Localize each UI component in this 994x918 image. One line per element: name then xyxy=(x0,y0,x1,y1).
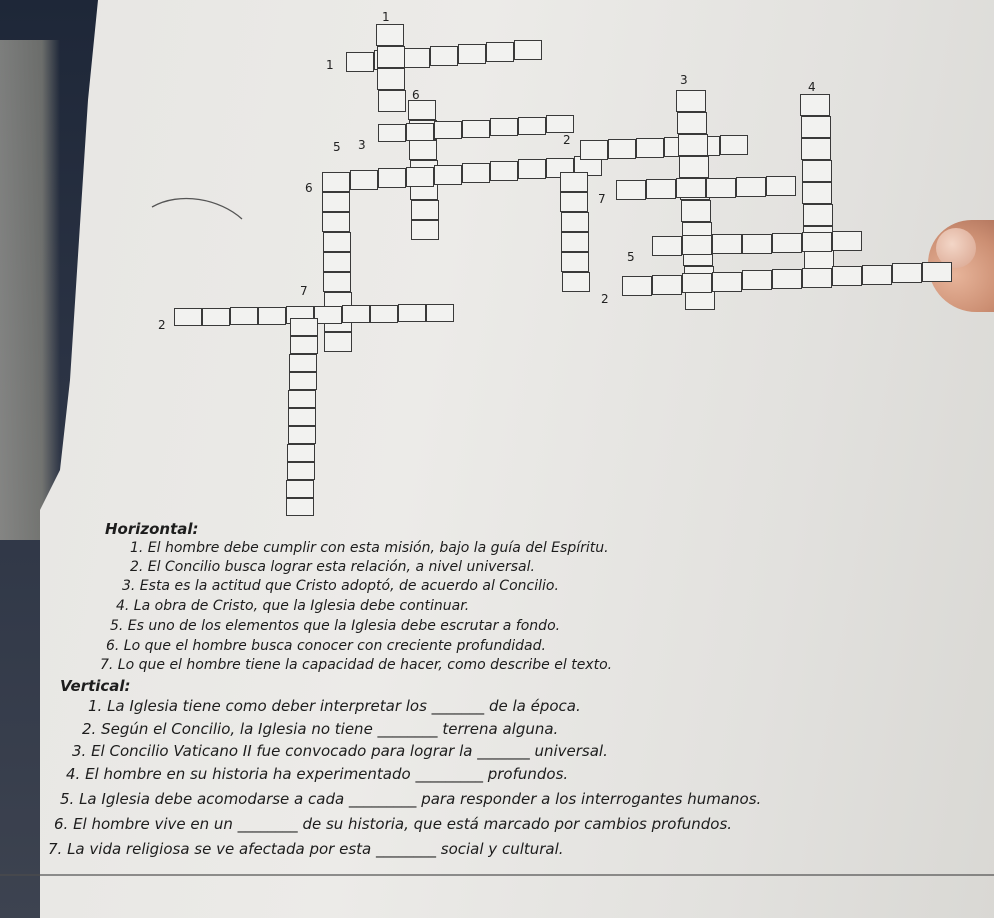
crossword-cell[interactable] xyxy=(922,262,952,282)
crossword-cell[interactable] xyxy=(402,48,430,68)
crossword-cell[interactable] xyxy=(518,159,546,179)
clue-number-v3b: 3 xyxy=(358,138,366,152)
crossword-cell[interactable] xyxy=(287,444,315,462)
crossword-cell[interactable] xyxy=(286,480,314,498)
horizontal-clue: 2. El Concilio busca lograr esta relación, a nivel universal. xyxy=(130,559,535,575)
crossword-cell[interactable] xyxy=(426,304,454,322)
crossword-cell[interactable] xyxy=(377,46,405,68)
crossword-cell[interactable] xyxy=(323,252,351,272)
vertical-heading: Vertical: xyxy=(60,677,131,695)
vertical-clue: 7. La vida religiosa se ve afectada por esta ________ social y cultural. xyxy=(48,840,564,858)
crossword-cell[interactable] xyxy=(678,134,708,156)
crossword-cell[interactable] xyxy=(289,372,317,390)
horizontal-clue: 6. Lo que el hombre busca conocer con creciente profundidad. xyxy=(106,638,546,654)
crossword-cell[interactable] xyxy=(772,269,802,289)
crossword-cell[interactable] xyxy=(370,305,398,323)
crossword-cell[interactable] xyxy=(561,212,589,232)
clue-number-h6: 6 xyxy=(305,181,313,195)
crossword-cell[interactable] xyxy=(290,318,318,336)
crossword-cell[interactable] xyxy=(800,94,830,116)
crossword-cell[interactable] xyxy=(378,90,406,112)
crossword-cell[interactable] xyxy=(406,123,434,141)
crossword-cell[interactable] xyxy=(342,305,370,323)
crossword-cell[interactable] xyxy=(322,172,350,192)
clue-number-h7: 7 xyxy=(598,192,606,206)
clue-number-h5b: 5 xyxy=(627,250,635,264)
crossword-cell[interactable] xyxy=(376,24,404,46)
clue-number-v1: 1 xyxy=(382,10,390,24)
crossword-cell[interactable] xyxy=(802,268,832,288)
crossword-cell[interactable] xyxy=(287,462,315,480)
clue-number-v6: 6 xyxy=(412,88,420,102)
crossword-cell[interactable] xyxy=(408,100,436,120)
crossword-cell[interactable] xyxy=(322,212,350,232)
crossword-cell[interactable] xyxy=(652,236,682,256)
paper-edge-line xyxy=(0,874,994,876)
crossword-cell[interactable] xyxy=(681,200,711,222)
crossword-cell[interactable] xyxy=(712,234,742,254)
crossword-cell[interactable] xyxy=(462,120,490,138)
crossword-cell[interactable] xyxy=(892,263,922,283)
crossword-cell[interactable] xyxy=(434,121,462,139)
crossword-cell[interactable] xyxy=(862,265,892,285)
vertical-clue: 1. La Iglesia tiene como deber interpretar los _______ de la época. xyxy=(88,697,581,715)
crossword-cell[interactable] xyxy=(832,266,862,286)
crossword-cell[interactable] xyxy=(616,180,646,200)
crossword-cell[interactable] xyxy=(562,272,590,292)
crossword-cell[interactable] xyxy=(406,167,434,187)
vertical-clue: 5. La Iglesia debe acomodarse a cada _________ para responder a los interrogantes humanos. xyxy=(60,790,762,808)
clue-number-h5: 5 xyxy=(333,140,341,154)
horizontal-heading: Horizontal: xyxy=(105,520,199,538)
crossword-cell[interactable] xyxy=(801,116,831,138)
crossword-cell[interactable] xyxy=(518,117,546,135)
crossword-cell[interactable] xyxy=(561,232,589,252)
crossword-cell[interactable] xyxy=(377,68,405,90)
crossword-cell[interactable] xyxy=(801,138,831,160)
crossword-cell[interactable] xyxy=(458,44,486,64)
horizontal-clue: 7. Lo que el hombre tiene la capacidad de hacer, como describe el texto. xyxy=(100,657,613,673)
crossword-cell[interactable] xyxy=(288,408,316,426)
horizontal-clue: 3. Esta es la actitud que Cristo adoptó, de acuerdo al Concilio. xyxy=(122,578,559,594)
crossword-cell[interactable] xyxy=(378,168,406,188)
crossword-cell[interactable] xyxy=(682,273,712,293)
crossword-cell[interactable] xyxy=(652,275,682,295)
crossword-cell[interactable] xyxy=(766,176,796,196)
crossword-cell[interactable] xyxy=(490,118,518,136)
crossword-cell[interactable] xyxy=(430,46,458,66)
vertical-clue: 4. El hombre en su historia ha experimentado _________ profundos. xyxy=(66,765,569,783)
vertical-clue: 6. El hombre vive en un ________ de su historia, que está marcado por cambios profundos. xyxy=(54,815,733,833)
clue-number-h2c: 2 xyxy=(158,318,166,332)
clue-number-h2b: 2 xyxy=(601,292,609,306)
clue-number-h1: 1 xyxy=(326,58,334,72)
clue-number-v7: 7 xyxy=(300,284,308,298)
crossword-cell[interactable] xyxy=(803,204,833,226)
crossword-cell[interactable] xyxy=(486,42,514,62)
crossword-cell[interactable] xyxy=(706,178,736,198)
crossword-cell[interactable] xyxy=(772,233,802,253)
crossword-cell[interactable] xyxy=(712,272,742,292)
crossword-cell[interactable] xyxy=(314,306,342,324)
crossword-cell[interactable] xyxy=(462,163,490,183)
crossword-cell[interactable] xyxy=(290,336,318,354)
crossword-cell[interactable] xyxy=(434,165,462,185)
crossword-cell[interactable] xyxy=(560,192,588,212)
crossword-cell[interactable] xyxy=(679,156,709,178)
horizontal-clue: 4. La obra de Cristo, que la Iglesia debe continuar. xyxy=(116,598,470,614)
crossword-cell[interactable] xyxy=(411,220,439,240)
crossword-cell[interactable] xyxy=(802,232,832,252)
crossword-cell[interactable] xyxy=(608,139,636,159)
clue-number-h2: 2 xyxy=(563,133,571,147)
crossword-cell[interactable] xyxy=(288,426,316,444)
crossword-cell[interactable] xyxy=(230,307,258,325)
crossword-cell[interactable] xyxy=(514,40,542,60)
crossword-cell[interactable] xyxy=(174,308,202,326)
crossword-cell[interactable] xyxy=(350,170,378,190)
crossword-cell[interactable] xyxy=(677,112,707,134)
crossword-cell[interactable] xyxy=(802,160,832,182)
clue-number-v4: 4 xyxy=(808,80,816,94)
vertical-clue: 3. El Concilio Vaticano II fue convocado para lograr la _______ universal. xyxy=(72,742,608,760)
vertical-clue: 2. Según el Concilio, la Iglesia no tiene ________ terrena alguna. xyxy=(82,720,559,738)
crossword-cell[interactable] xyxy=(411,200,439,220)
crossword-cell[interactable] xyxy=(258,307,286,325)
crossword-cell[interactable] xyxy=(289,354,317,372)
crossword-cell[interactable] xyxy=(646,179,676,199)
horizontal-clue: 1. El hombre debe cumplir con esta misión, bajo la guía del Espíritu. xyxy=(130,540,609,556)
crossword-cell[interactable] xyxy=(378,124,406,142)
crossword-cell[interactable] xyxy=(346,52,374,72)
crossword-cell[interactable] xyxy=(560,172,588,192)
crossword-cell[interactable] xyxy=(802,182,832,204)
crossword-cell[interactable] xyxy=(682,235,712,255)
crossword-cell[interactable] xyxy=(409,140,437,160)
crossword-cell[interactable] xyxy=(286,498,314,516)
crossword-cell[interactable] xyxy=(622,276,652,296)
crossword-cell[interactable] xyxy=(580,140,608,160)
clue-number-v3: 3 xyxy=(680,73,688,87)
crossword-cell[interactable] xyxy=(720,135,748,155)
crossword-cell[interactable] xyxy=(202,308,230,326)
horizontal-clue: 5. Es uno de los elementos que la Iglesia debe escrutar a fondo. xyxy=(110,618,561,634)
crossword-cell[interactable] xyxy=(636,138,664,158)
crossword-cell[interactable] xyxy=(490,161,518,181)
crossword-cell[interactable] xyxy=(676,178,706,198)
crossword-cell[interactable] xyxy=(832,231,862,251)
crossword-cell[interactable] xyxy=(324,332,352,352)
crossword-cell[interactable] xyxy=(676,90,706,112)
crossword-cell[interactable] xyxy=(736,177,766,197)
crossword-cell[interactable] xyxy=(398,304,426,322)
crossword-cell[interactable] xyxy=(742,234,772,254)
crossword-cell[interactable] xyxy=(288,390,316,408)
crossword-cell[interactable] xyxy=(323,272,351,292)
crossword-cell[interactable] xyxy=(742,270,772,290)
crossword-cell[interactable] xyxy=(546,115,574,133)
crossword-cell[interactable] xyxy=(561,252,589,272)
crossword-cell[interactable] xyxy=(323,232,351,252)
crossword-cell[interactable] xyxy=(322,192,350,212)
